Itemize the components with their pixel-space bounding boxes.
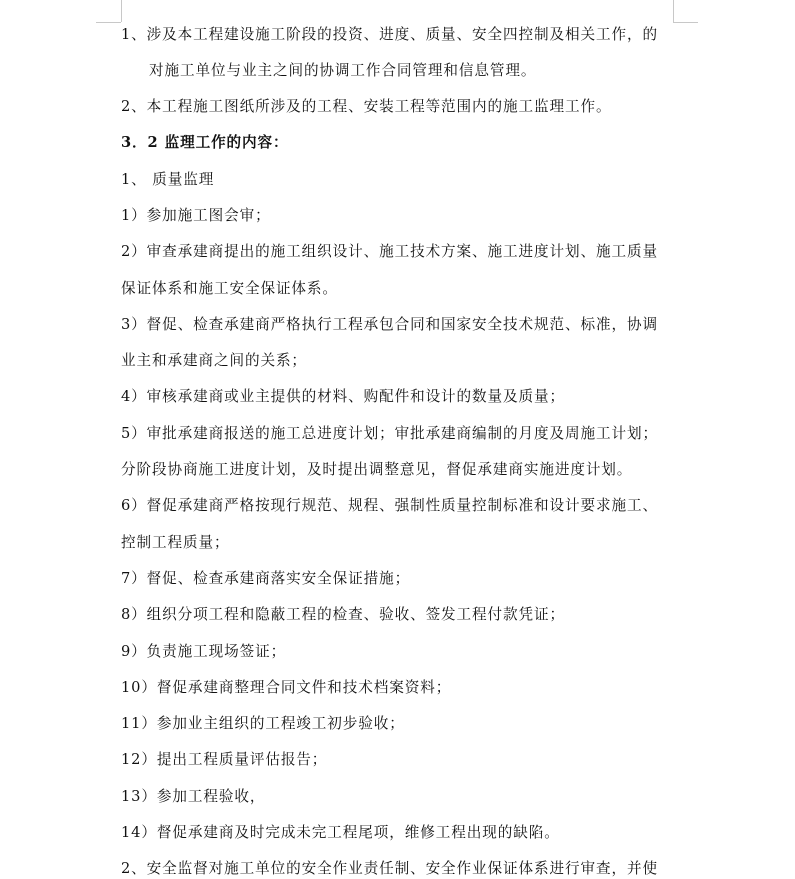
list-item-12: 12）提出工程质量评估报告；: [121, 751, 328, 768]
text-line-scope-1: 1、涉及本工程建设施工阶段的投资、进度、质量、安全四控制及相关工作，的: [121, 26, 658, 43]
list-item-1: 1）参加施工图会审；: [121, 207, 271, 224]
list-item-14: 14）督促承建商及时完成未完工程尾项，维修工程出现的缺陷。: [121, 824, 560, 841]
text-line-scope-2: 2、本工程施工图纸所涉及的工程、安装工程等范围内的施工监理工作。: [121, 98, 612, 115]
list-item-8: 8）组织分项工程和隐蔽工程的检查、验收、签发工程付款凭证；: [121, 606, 566, 623]
crop-mark-top-left: [121, 0, 122, 22]
crop-mark-top-right-horizontal: [673, 22, 698, 23]
list-item-11: 11）参加业主组织的工程竣工初步验收；: [121, 715, 405, 732]
list-item-5-cont: 分阶段协商施工进度计划，及时提出调整意见，督促承建商实施进度计划。: [121, 461, 633, 478]
list-item-3-cont: 业主和承建商之间的关系；: [121, 352, 307, 369]
list-item-13: 13）参加工程验收，: [121, 788, 266, 805]
list-item-4: 4）审核承建商或业主提供的材料、购配件和设计的数量及质量；: [121, 388, 566, 405]
list-item-2: 2）审查承建商提出的施工组织设计、施工技术方案、施工进度计划、施工质量: [121, 243, 658, 260]
list-item-6: 6）督促承建商严格按现行规范、规程、强制性质量控制标准和设计要求施工、: [121, 497, 658, 514]
subheading-quality-supervision: 1、 质量监理: [121, 171, 215, 188]
text-line-safety-supervision: 2、安全监督对施工单位的安全作业责任制、安全作业保证体系进行审查，并使: [121, 860, 658, 877]
list-item-2-cont: 保证体系和施工安全保证体系。: [121, 280, 338, 297]
text-line-scope-1-cont: 对施工单位与业主之间的协调工作合同管理和信息管理。: [149, 62, 537, 79]
list-item-3: 3）督促、检查承建商严格执行工程承包合同和国家安全技术规范、标准，协调: [121, 316, 658, 333]
list-item-5: 5）审批承建商报送的施工总进度计划；审批承建商编制的月度及周施工计划；: [121, 425, 658, 442]
list-item-6-cont: 控制工程质量；: [121, 534, 230, 551]
list-item-10: 10）督促承建商整理合同文件和技术档案资料；: [121, 679, 452, 696]
list-item-9: 9）负责施工现场签证；: [121, 643, 287, 660]
crop-mark-top-left-horizontal: [96, 22, 121, 23]
list-item-7: 7）督促、检查承建商落实安全保证措施；: [121, 570, 411, 587]
section-heading-3-2: 3．2 监理工作的内容：: [121, 134, 289, 151]
crop-mark-top-right: [673, 0, 674, 22]
